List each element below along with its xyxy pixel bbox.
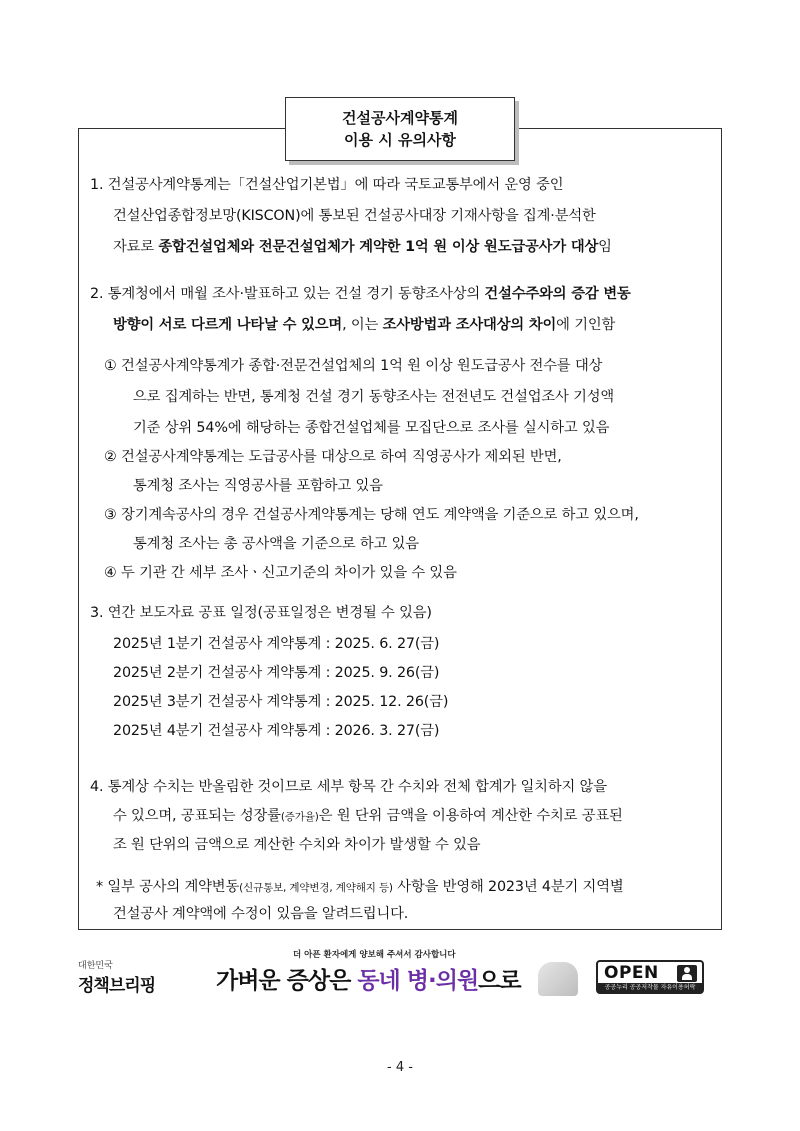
note2-sub3-line1: ③ 장기계속공사의 경우 건설공사계약통계는 당해 연도 계약액을 기준으로 하고 있으며, xyxy=(104,507,639,523)
note2-sub1-line1: ① 건설공사계약통계가 종합·전문건설업체의 1억 원 이상 원도급공사 전수를 대상 xyxy=(104,358,603,374)
schedule-item: 2025년 4분기 건설공사 계약통계 : 2026. 3. 27(금) xyxy=(113,723,440,739)
note2-line2: 방향이 서로 다르게 나타날 수 있으며, 이는 조사방법과 조사대상의 차이에 기인함 xyxy=(113,317,616,333)
banner-subtitle: 더 아픈 환자에게 양보해 주셔서 감사합니다 xyxy=(293,950,456,960)
logo-caption: 대한민국 xyxy=(78,961,113,971)
person-icon xyxy=(677,965,697,982)
banner-illustration xyxy=(538,962,578,996)
open-label: OPEN xyxy=(604,963,659,983)
page-number: - 4 - xyxy=(387,1060,413,1075)
notice-title-box xyxy=(285,97,515,161)
note3-line1: 3. 연간 보도자료 공표 일정(공표일정은 변경될 수 있음) xyxy=(90,605,432,621)
note2-line1: 2. 통계청에서 매월 조사·발표하고 있는 건설 경기 동향조사상의 건설수주와의 증감 변동 xyxy=(90,286,631,302)
note2-sub3-line2: 통계청 조사는 총 공사액을 기준으로 하고 있음 xyxy=(133,536,419,552)
note2-sub1-line2: 으로 집계하는 반면, 통계청 건설 경기 동향조사는 전전년도 건설업조사 기성액 xyxy=(133,389,615,405)
note1-line3: 자료로 종합건설업체와 전문건설업체가 계약한 1억 원 이상 원도급공사가 대상임 xyxy=(113,239,612,255)
schedule-item: 2025년 3분기 건설공사 계약통계 : 2025. 12. 26(금) xyxy=(113,694,449,710)
kogl-open-badge xyxy=(596,960,704,994)
note4-line3: 조 원 단위의 금액으로 계산한 수치와 차이가 발생할 수 있음 xyxy=(113,837,481,853)
schedule-item: 2025년 1분기 건설공사 계약통계 : 2025. 6. 27(금) xyxy=(113,636,440,652)
note2-sub4-line1: ④ 두 기관 간 세부 조사ㆍ신고기준의 차이가 있을 수 있음 xyxy=(104,565,457,581)
note2-sub1-line3: 기준 상위 54%에 해당하는 종합건설업체를 모집단으로 조사를 실시하고 있음 xyxy=(133,420,610,436)
policy-briefing-logo xyxy=(78,958,173,998)
note4-line2: 수 있으며, 공표되는 성장률(증가율)은 원 단위 금액을 이용하여 계산한 수치로 공표된 xyxy=(113,808,623,824)
star-note-line1: * 일부 공사의 계약변동(신규통보, 계약변경, 계약해지 등) 사항을 반영해 2023년 4분기 지역별 xyxy=(96,879,624,895)
footer-banner xyxy=(78,944,722,1002)
note1-line1: 1. 건설공사계약통계는「건설산업기본법」에 따라 국토교통부에서 운영 중인 xyxy=(90,177,564,193)
title-line-1: 건설공사계약통계 xyxy=(342,109,458,127)
star-note-line2: 건설공사 계약액에 수정이 있음을 알려드립니다. xyxy=(113,906,409,922)
note2-sub2-line1: ② 건설공사계약통계는 도급공사를 대상으로 하여 직영공사가 제외된 반면, xyxy=(104,449,562,465)
schedule-item: 2025년 2분기 건설공사 계약통계 : 2025. 9. 26(금) xyxy=(113,665,440,681)
title-line-2: 이용 시 유의사항 xyxy=(344,131,456,149)
open-license-caption: 공공누리 공공저작물 자유이용허락 xyxy=(598,983,702,992)
note1-line2: 건설산업종합정보망(KISCON)에 통보된 건설공사대장 기재사항을 집계·분석한 xyxy=(113,208,596,224)
note4-line1: 4. 통계상 수치는 반올림한 것이므로 세부 항목 간 수치와 전체 합계가 일치하지 않을 xyxy=(90,779,607,795)
note2-sub2-line2: 통계청 조사는 직영공사를 포함하고 있음 xyxy=(133,478,383,494)
banner-headline: 가벼운 증상은 동네 병·의원으로 xyxy=(216,968,521,994)
logo-wordmark: 정책브리핑 xyxy=(78,976,156,996)
campaign-banner xyxy=(208,948,578,1000)
